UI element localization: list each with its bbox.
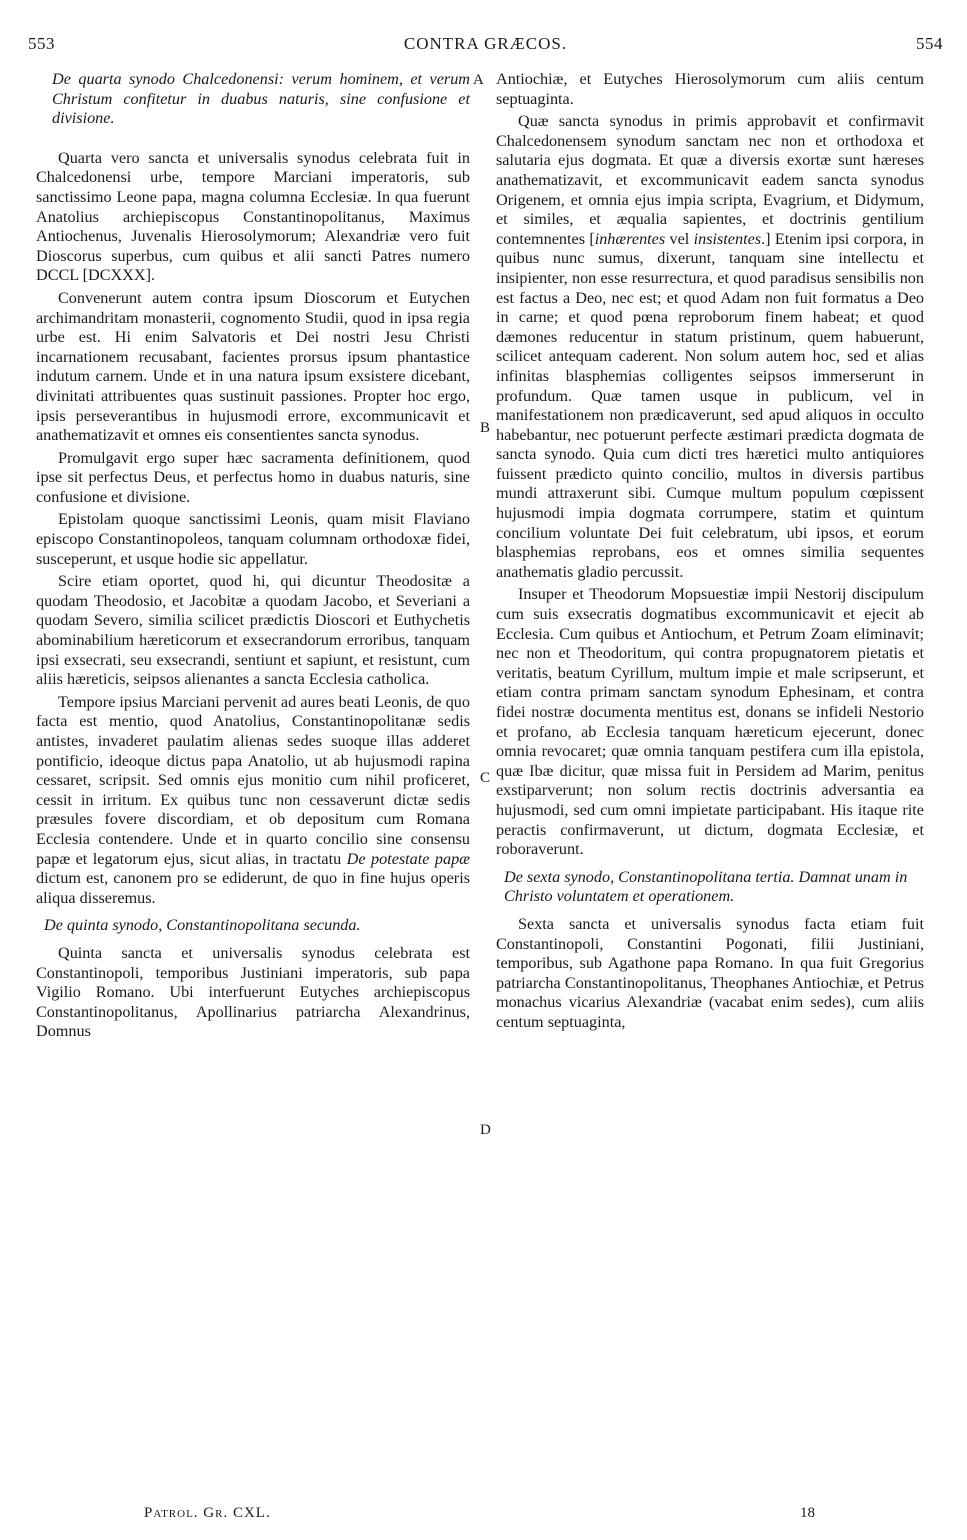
margin-marker-a: A [473, 72, 484, 88]
section-heading-sexta: De sexta synodo, Constantinopolitana tertia. Damnat unam in Christo voluntatem et operationem. [504, 867, 908, 906]
text-run: Quæ sancta synodus in primis approbavit et confirmavit Chalcedonensem synodum sanctam nec non et orthodoxa et salutaria ejus dogmata. Et quæ a diversis exortæ sunt hæreses anathematizavit, et excommunicavit eadem sancta synodus Origenem, et omnia ejus impia scripta, Evagrium, et Didymum, et similes, et æqualia sapientes, et doctrinis gentilium contemnentes [ [496, 112, 924, 248]
paragraph: Sexta sancta et universalis synodus facta etiam fuit Constantinopoli, Constantini Pogonati, filii Justiniani, temporibus, sub Agathone papa Romano. In qua fuit Gregorius patriarcha Constantinopolitanus, Theophanes Antiochiæ, et Petrus monachus vicarius Alexandriæ (vacabat enim sedes), cum aliis centum septuaginta, [496, 914, 924, 1031]
paragraph: Epistolam quoque sanctissimi Leonis, quam misit Flaviano episcopo Constantinopoleos, tanquam columnam orthodoxæ fidei, susceperunt, et usque hodie sic appellatur. [36, 510, 470, 568]
paragraph: Convenerunt autem contra ipsum Dioscorum et Eutychen archimandritam monasterii, cognomento Studii, quod in ipsa regia urbe est. Hi enim Salvatoris et Dei nostri Jesu Christi incarnationem recusabant, facientes prorsus ipsum phantastice indutum carnem. Unde et in una natura ipsum exsistere dicebant, divinitati attribuentes quas sustinuit passiones. Propter hoc ergo, ipsis perseverantibus in hujusmodi errore, excommunicavit et anathematizavit et omnes eis consentientes sancta synodus. [36, 288, 470, 445]
paragraph [36, 693, 470, 909]
page-header [28, 34, 943, 56]
margin-marker-d: D [480, 1122, 491, 1138]
page-number-left: 553 [28, 34, 55, 53]
margin-marker-b: B [480, 420, 491, 436]
paragraph [496, 112, 924, 582]
footer-signature-number: 18 [800, 1505, 815, 1521]
paragraph: Quinta sancta et universalis synodus celebrata est Constantinopoli, temporibus Justiniani imperatoris, sub papa Vigilio Romano. Ubi interfuerunt Eutyches archiepiscopus Constantinopolitanus, Apollinarius patriarcha Alexandrinus, Domnus [36, 943, 470, 1041]
paragraph: Antiochiæ, et Eutyches Hierosolymorum cum aliis centum septuaginta. [496, 70, 924, 108]
italic-word: insistentes [693, 229, 762, 248]
text-run: Tempore ipsius Marciani pervenit ad aures beati Leonis, de quo facta est mentio, quod Anatolius, Constantinopolitanæ sedis antistes, invaderet paulatim alienas sedes suoque illas adderet pontificio, ideoque dictus papa Anatolio, ut ab hujusmodi rapina cessaret, scripsit. Sed omnis ejus monitio cum nihil proficeret, cessit in irritum. Ex quibus tunc non cessaverunt dictæ sedis præsules fovere discordiam, et ob depositum cum Romana Ecclesia contendere. Unde et in quarto concilio sine consensu papæ et legatorum ejus, sicut alias, in tractatu [36, 692, 470, 868]
text-run: .] Etenim ipsi corpora, in quibus nunc sumus, dixerunt, tanquam sine intellectu et insipienter, non esse resurrectura, et quod paradisus sensibilis non est factus a Deo, nec est; et quod Adam non fuit formatus a Deo in carne; et quod pœna reproborum finem habeat; et quod dæmones reducentur in statum pristinum, quem habuerunt, scilicet antequam caderent. Non solum autem hoc, sed et alias infinitas blasphemias colligentes seipsos immerserunt in profundum. Quæ tamen usque in publicum, vel in manifestationem non prædicaverunt, sed apud aliquos in occulto habebantur, nec potuerunt perfecte æstimari prædicta dogmata de sancta synodo. Quia cum dicti tres hæretici multo antiquiores fuissent prædicto quinto concilio, multos in diversis partibus mundi attraxerunt sibi. Cumque multum populum cœpissent hujusmodi impia dogmata corrumpere, statim et quintum concilium voluntate Dei fuit celebratum, ubi ipsos, et eorum blasphemias reprobans, eos et omnes similia sequentes anathematis gladio percussit. [496, 229, 925, 581]
left-column [36, 70, 470, 1045]
italic-title: De potestate papæ [346, 849, 470, 868]
page-number-right: 554 [916, 34, 943, 53]
paragraph: Insuper et Theodorum Mopsuestiæ impii Nestorij discipulum cum suis exsecratis dogmatibus excommunicavit et ejecit ab Ecclesia. Cum quibus et Antiochum, et Petrum Zoam eliminavit; nec non et Theodoritum, qui contra propugnatorem pietatis et veritatis, beatum Cyrillum, multum impie et male scripserunt, et etiam contra primam sanctam synodum Ephesinam, et contra fidei nostræ documenta mentitus est, donans se infideli Nestorio et profano, ab Ecclesia tanquam hæreticum ejecerunt, donec omnia revocaret; quæ omnia tanquam pestifera cum illa epistola, quæ Ibæ dicitur, quæ missa fuit in Persidem ad Marim, penitus exstiparverunt; non solum rectis doctrinis adversantia ea hujusmodi, sed cum omni impietate participabant. His itaque rite peractis confirmaverunt, ut dictum, dogmata Ecclesiæ, et roboraverunt. [496, 585, 924, 859]
paragraph: Scire etiam oportet, quod hi, qui dicuntur Theodositæ a quodam Theodosio, et Jacobitæ a quodam Jacobo, et Severiani a quodam Severo, similia scilicet prædictis Dioscori et Euthychetis abominabilium hæreticorum et exsecrandorum erroribus, tanquam ipsi exsecrati, seu exsecrandi, sentiunt et sapiunt, et resistunt, cum aliis hæreticis, seipsos alienantes a sancta Ecclesia catholica. [36, 572, 470, 689]
running-title: CONTRA GRÆCOS. [403, 34, 568, 53]
margin-marker-c: C [480, 770, 491, 786]
text-run: dictum est, canonem pro se ediderunt, de quo in fine hujus operis aliqua disseremus. [36, 869, 470, 907]
section-heading-quarta: De quarta synodo Chalcedonensi: verum hominem, et verum Christum confitetur in duabus naturis, sine confusione et divisione. [52, 70, 470, 128]
paragraph: Promulgavit ergo super hæc sacramenta definitionem, quod ipse sit perfectus Deus, et perfectus homo in duabus naturis, sine confusione et divisione. [36, 448, 470, 506]
section-heading-quinta: De quinta synodo, Constantinopolitana secunda. [44, 916, 361, 935]
text-run: vel [665, 229, 694, 248]
paragraph: Quarta vero sancta et universalis synodus celebrata fuit in Chalcedonensi urbe, tempore Marciani imperatoris, sub sanctissimo Leone papa, magna columna Ecclesiæ. In qua fuerunt Anatolius archiepiscopus Constantinopolitanus, Maximus Antiochenus, Juvenalis Hierosolymorum; Alexandriæ vero fuit Dioscorus superbus, cum quibus et alii sancti Patres numero DCCL [DCXXX]. [36, 148, 470, 285]
footer-citation: Patrol. Gr. CXL. [144, 1505, 271, 1521]
italic-word: inhærentes [594, 229, 666, 248]
right-column [496, 70, 924, 1036]
